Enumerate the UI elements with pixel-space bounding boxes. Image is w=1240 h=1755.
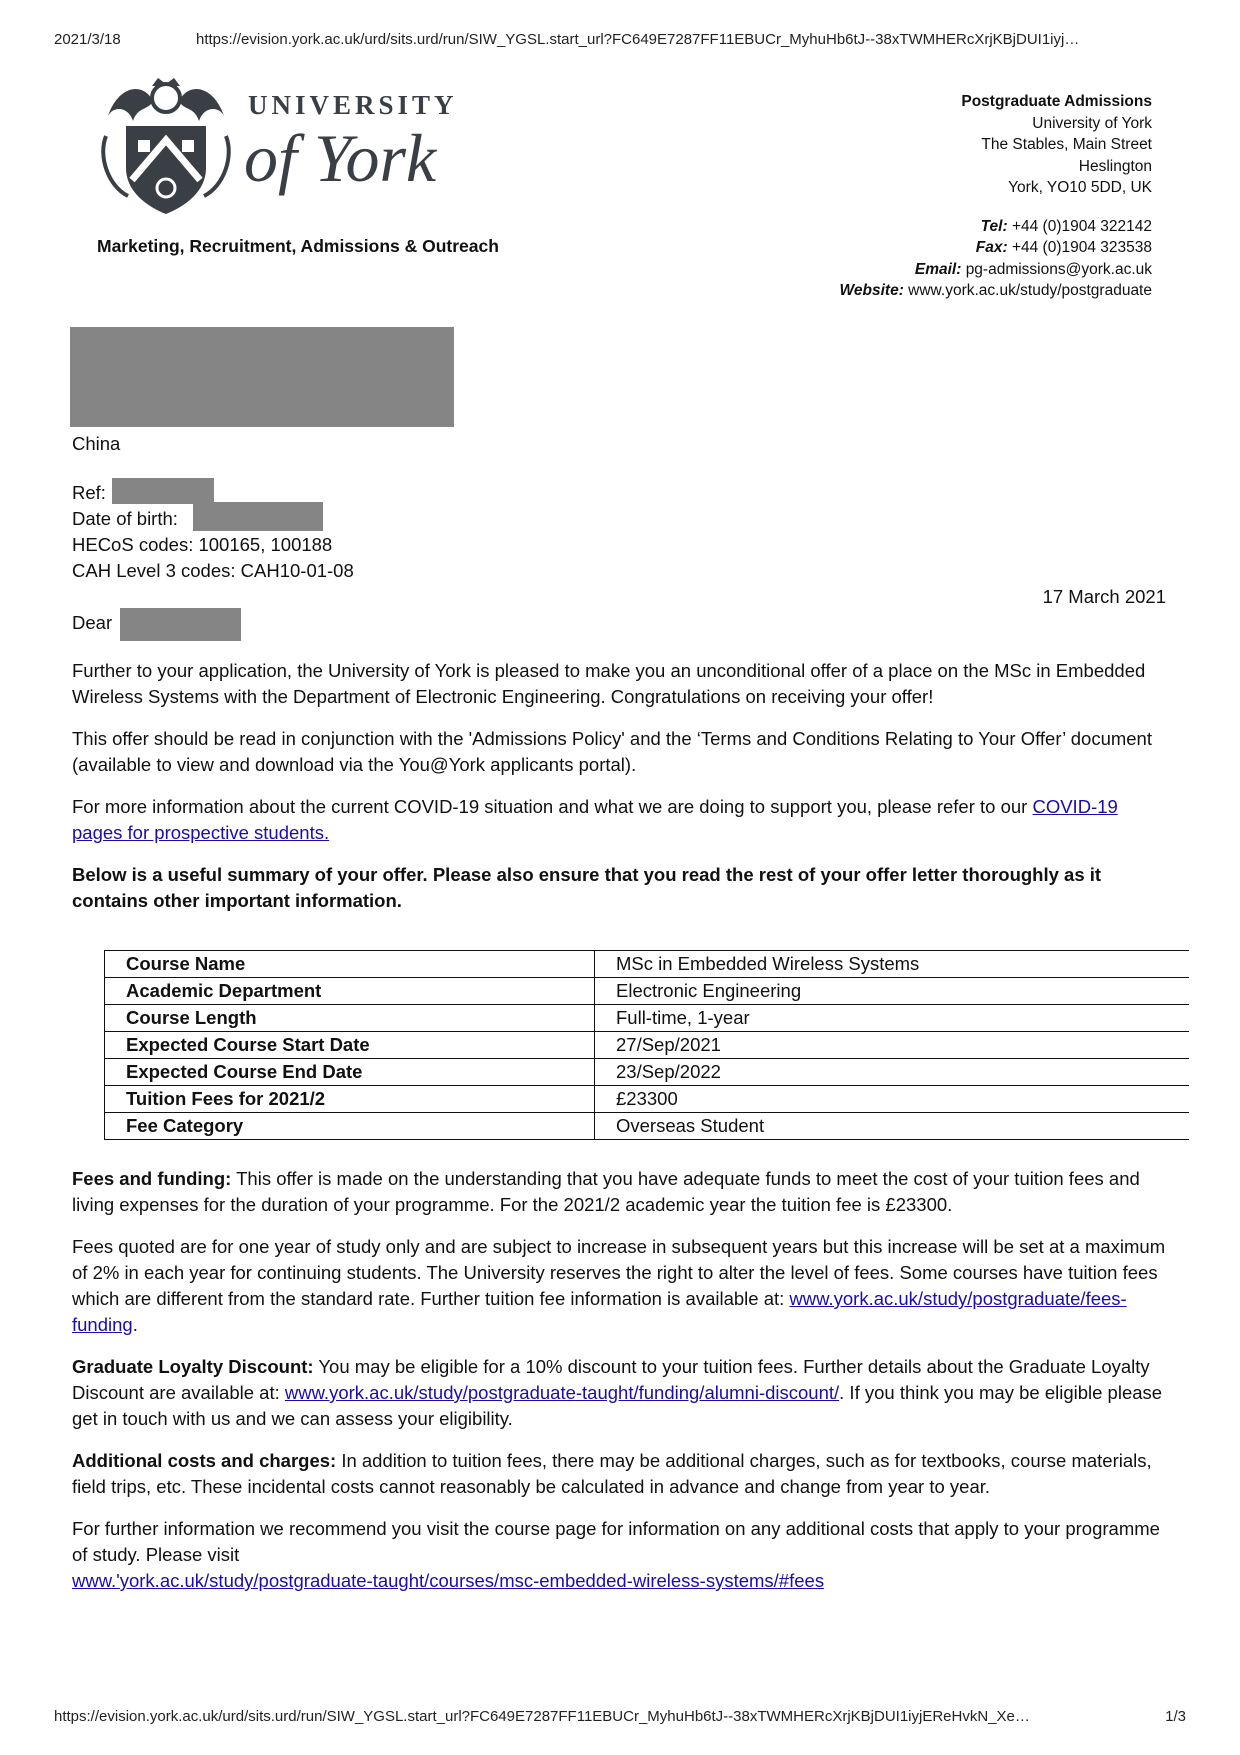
address-line-4: York, YO10 5DD, UK xyxy=(1008,179,1152,196)
fax-line: Fax: +44 (0)1904 323538 xyxy=(975,239,1152,256)
table-row: Course Length Full-time, 1-year xyxy=(105,1005,1190,1032)
redacted-ref xyxy=(112,478,214,504)
paragraph-offer: Further to your application, the University of York is pleased to make you an unconditional offer of a place on the MSc in Embedded Wireless Systems with the Department of Electronic Engineering. Congratulations on receiving your offer! xyxy=(72,660,1146,707)
table-row: Expected Course Start Date 27/Sep/2021 xyxy=(105,1032,1190,1059)
print-url-bottom: https://evision.york.ac.uk/urd/sits.urd/run/SIW_YGSL.start_url?FC649E7287FF11EBUCr_MyhuHb6tJ--38xTWMHERcXrjKBjDUI1iyjEReHvkN_Xe… xyxy=(54,1708,1030,1725)
website-line: Website: www.york.ac.uk/study/postgraduate xyxy=(839,282,1152,299)
address-line-1: University of York xyxy=(1032,114,1152,132)
table-row: Expected Course End Date 23/Sep/2022 xyxy=(105,1059,1190,1086)
paragraph-additional-costs: Additional costs and charges: In addition to tuition fees, there may be additional charges, such as for textbooks, course materials, field trips, etc. These incidental costs cannot reasonably be calculated in advance and change from year to year. xyxy=(72,1450,1152,1497)
paragraph-further-info: For further information we recommend you visit the course page for information on any additional costs that apply to your programme of study. Please visit www.'york.ac.uk/study/postgraduate-taught/courses/msc-embedded-wireless-systems/#fees xyxy=(72,1518,1160,1591)
dob-label: Date of birth: xyxy=(72,508,178,529)
table-row: Academic Department Electronic Engineering xyxy=(105,978,1190,1005)
email-line: Email: pg-admissions@york.ac.uk xyxy=(914,260,1152,278)
hecos-codes: HECoS codes: 100165, 100188 xyxy=(72,534,333,555)
tel-line: Tel: +44 (0)1904 322142 xyxy=(980,217,1152,235)
offer-summary-table xyxy=(104,950,1189,1140)
cah-codes: CAH Level 3 codes: CAH10-01-08 xyxy=(72,560,354,581)
paragraph-covid: For more information about the current COVID-19 situation and what we are doing to support you, please refer to our COVID-19 pages for prospective students. xyxy=(72,796,1118,843)
table-row: Tuition Fees for 2021/2 £23300 xyxy=(105,1086,1190,1113)
alumni-discount-link[interactable]: www.york.ac.uk/study/postgraduate-taught/funding/alumni-discount/ xyxy=(284,1382,840,1403)
university-crest-icon xyxy=(98,76,234,216)
recipient-country: China xyxy=(72,433,121,454)
table-row: Course Name MSc in Embedded Wireless Systems xyxy=(105,951,1190,978)
address-line-3: Heslington xyxy=(1078,157,1152,175)
salutation: Dear xyxy=(72,612,113,633)
ref-label: Ref: xyxy=(72,482,106,503)
letter-date: 17 March 2021 xyxy=(1042,586,1166,607)
print-page-number: 1/3 xyxy=(1165,1708,1186,1725)
redacted-address xyxy=(70,327,454,427)
fees-funding-link[interactable]: www.york.ac.uk/study/postgraduate/fees-funding xyxy=(72,1288,1127,1335)
department-name: Marketing, Recruitment, Admissions & Outreach xyxy=(97,236,499,256)
table-row: Fee Category Overseas Student xyxy=(105,1113,1190,1140)
print-url-top: https://evision.york.ac.uk/urd/sits.urd/run/SIW_YGSL.start_url?FC649E7287FF11EBUCr_MyhuHb6tJ--38xTWMHERcXrjKBjDUI1iyj… xyxy=(196,31,1080,48)
logo-york-text: of York xyxy=(244,120,437,196)
address-line-2: The Stables, Main Street xyxy=(981,136,1152,153)
paragraph-loyalty: Graduate Loyalty Discount: You may be eligible for a 10% discount to your tuition fees. Further details about the Graduate Loyalty Discount are available at: www.york.ac.uk/study/postgraduate-taught/funding/alumni-discount/. If you think you may be eligible please get in touch with us and we can assess your eligibility. xyxy=(72,1356,1163,1429)
paragraph-fees-quoted: Fees quoted are for one year of study only and are subject to increase in subsequent years but this increase will be set at a maximum of 2% in each year for continuing students. The University reserves the right to alter the level of fees. Some courses have tuition fees which are different from the standard rate. Further tuition fee information is available at: www.york.ac.uk/study/postgraduate/fees-funding. xyxy=(72,1236,1166,1335)
course-fees-link[interactable]: www.'york.ac.uk/study/postgraduate-taught/courses/msc-embedded-wireless-systems/#fees xyxy=(72,1570,825,1591)
paragraph-summary-intro: Below is a useful summary of your offer. Please also ensure that you read the rest of your offer letter thoroughly as it contains other important information. xyxy=(72,864,1102,911)
redacted-name xyxy=(120,608,241,641)
print-date: 2021/3/18 xyxy=(54,31,121,48)
logo-university-text: UNIVERSITY xyxy=(248,90,458,120)
covid-link[interactable]: COVID-19 pages for prospective students. xyxy=(72,796,1118,843)
address-title: Postgraduate Admissions xyxy=(961,93,1152,110)
redacted-dob xyxy=(193,502,323,531)
address-block xyxy=(840,91,1152,302)
paragraph-policy: This offer should be read in conjunction with the 'Admissions Policy' and the ‘Terms and Conditions Relating to Your Offer’ document (available to view and download via the You@York applicants portal). xyxy=(72,728,1152,775)
paragraph-fees-funding: Fees and funding: This offer is made on the understanding that you have adequate funds to meet the cost of your tuition fees and living expenses for the duration of your programme. For the 2021/2 academic year the tuition fee is £23300. xyxy=(72,1168,1140,1215)
